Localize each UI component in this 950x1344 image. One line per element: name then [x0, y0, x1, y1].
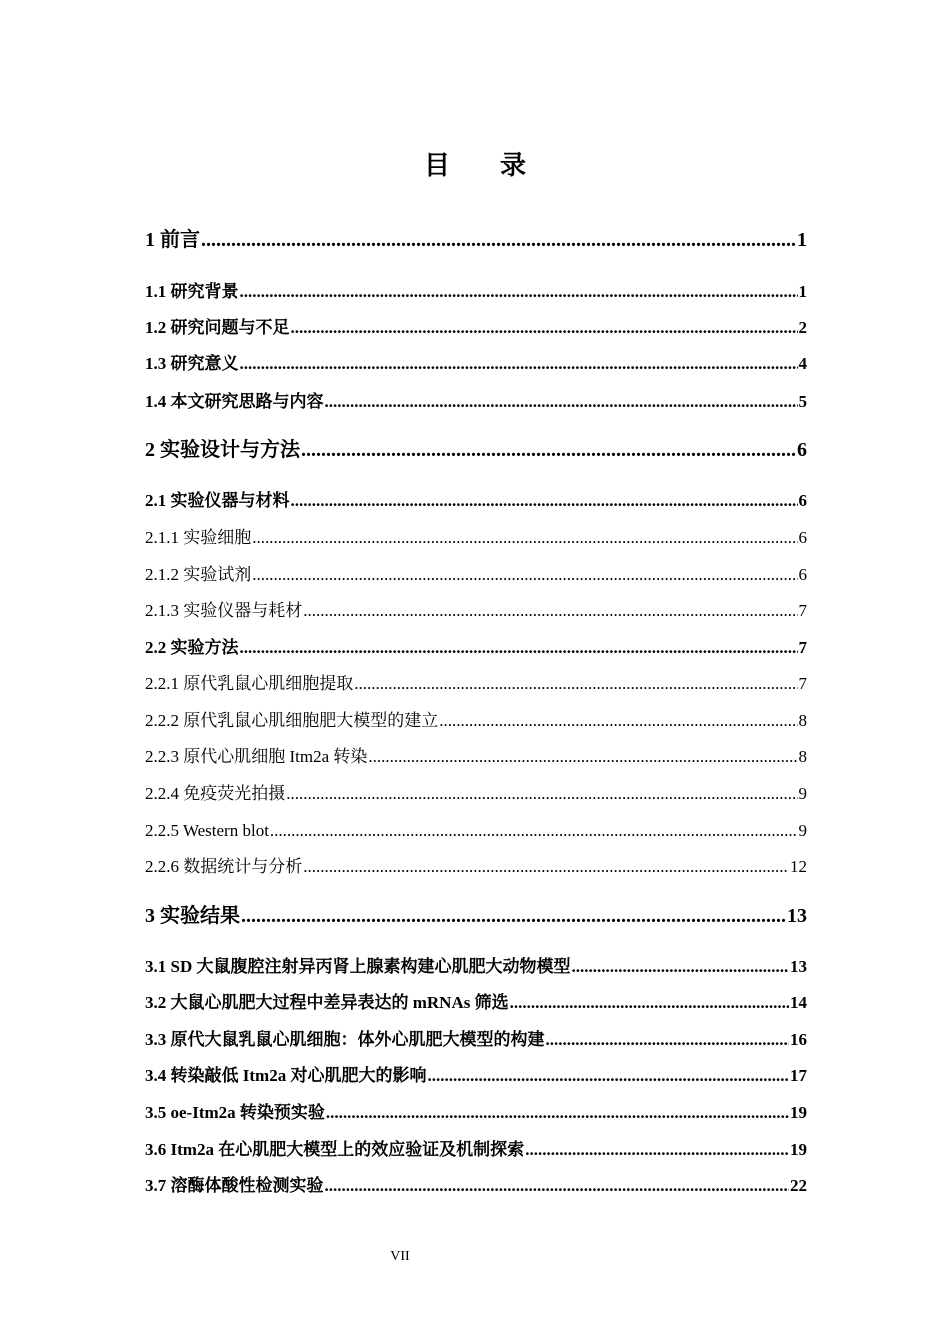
toc-entry-label: 2.2 实验方法: [145, 638, 239, 657]
toc-entry-label: 3.7 溶酶体酸性检测实验: [145, 1176, 324, 1195]
toc-dot-leader: [326, 1101, 789, 1125]
toc-entry-label: 3.2 大鼠心肌肥大过程中差异表达的 mRNAs 筛选: [145, 993, 509, 1012]
toc-dot-leader: [291, 316, 798, 340]
page-number: VII: [390, 1249, 410, 1264]
toc-entry-page: 19: [790, 1103, 807, 1122]
toc-entry-page: 14: [790, 993, 807, 1012]
toc-entry-label: 2.2.1 原代乳鼠心肌细胞提取: [145, 674, 354, 693]
toc-entry-page: 7: [798, 601, 807, 620]
toc-entry[interactable]: [145, 436, 807, 464]
toc-entry[interactable]: [145, 352, 807, 376]
toc-entry-label: 3.4 转染敲低 Itm2a 对心肌肥大的影响: [145, 1066, 427, 1085]
toc-entry-page: 16: [790, 1030, 807, 1049]
toc-dot-leader: [325, 390, 798, 414]
toc-dot-leader: [241, 902, 786, 930]
toc-entry[interactable]: [145, 636, 807, 660]
toc-dot-leader: [291, 489, 798, 513]
toc-entry[interactable]: [145, 1101, 807, 1125]
toc-entry-label: 1.1 研究背景: [145, 282, 239, 301]
toc-entry[interactable]: [145, 709, 807, 733]
toc-entry[interactable]: [145, 316, 807, 340]
toc-entry-page: 19: [790, 1140, 807, 1159]
toc-entry[interactable]: [145, 1064, 807, 1088]
toc-entry[interactable]: [145, 991, 807, 1015]
toc-entry-page: 12: [790, 857, 807, 876]
toc-entry[interactable]: [145, 1174, 807, 1198]
toc-entry[interactable]: [145, 390, 807, 414]
toc-dot-leader: [439, 709, 797, 733]
toc-entry[interactable]: [145, 1028, 807, 1052]
toc-entry-label: 3.5 oe-Itm2a 转染预实验: [145, 1103, 325, 1122]
toc-entry-page: 6: [798, 528, 807, 547]
toc-dot-leader: [240, 352, 798, 376]
toc-dot-leader: [303, 599, 797, 623]
toc-entry-label: 3.3 原代大鼠乳鼠心肌细胞：体外心肌肥大模型的构建: [145, 1030, 545, 1049]
toc-entry-label: 2.1 实验仪器与材料: [145, 491, 290, 510]
toc-dot-leader: [354, 672, 797, 696]
toc-entry-label: 1 前言: [145, 229, 200, 251]
toc-entry-page: 6: [798, 491, 807, 510]
toc-dot-leader: [240, 280, 798, 304]
toc-entry-page: 17: [790, 1066, 807, 1085]
toc-dot-leader: [240, 636, 798, 660]
toc-entry-page: 7: [798, 674, 807, 693]
toc-entry-page: 1: [798, 282, 807, 301]
toc-entry[interactable]: [145, 955, 807, 979]
toc-entry-label: 2.2.6 数据统计与分析: [145, 857, 303, 876]
toc-dot-leader: [303, 855, 789, 879]
toc-dot-leader: [201, 226, 796, 254]
toc-entry-page: 7: [798, 638, 807, 657]
toc-entry[interactable]: [145, 563, 807, 587]
toc-entry-label: 2.1.1 实验细胞: [145, 528, 252, 547]
toc-entry-page: 9: [798, 784, 807, 803]
toc-entry-page: 6: [798, 565, 807, 584]
toc-entry[interactable]: [145, 1138, 807, 1162]
toc-entry-page: 4: [798, 354, 807, 373]
toc-entry[interactable]: [145, 819, 807, 843]
toc-entry-page: 5: [798, 392, 807, 411]
toc-entry[interactable]: [145, 280, 807, 304]
toc-entry-page: 6: [797, 439, 807, 461]
toc-entry-page: 1: [797, 229, 807, 251]
toc-entry-label: 2.2.2 原代乳鼠心肌细胞肥大模型的建立: [145, 711, 439, 730]
toc-dot-leader: [368, 745, 797, 769]
toc-entry-label: 1.3 研究意义: [145, 354, 239, 373]
toc-dot-leader: [286, 782, 797, 806]
toc-dot-leader: [325, 1174, 790, 1198]
toc-dot-leader: [571, 955, 789, 979]
toc-entry-label: 2.1.3 实验仪器与耗材: [145, 601, 303, 620]
toc-entry[interactable]: [145, 489, 807, 513]
toc-entry-label: 1.2 研究问题与不足: [145, 318, 290, 337]
page-title: 目录: [423, 151, 576, 180]
toc-entry-page: 8: [798, 747, 807, 766]
toc-entry[interactable]: [145, 526, 807, 550]
toc-entry[interactable]: [145, 902, 807, 930]
toc-dot-leader: [252, 563, 797, 587]
toc-entry-label: 3.6 Itm2a 在心肌肥大模型上的效应验证及机制探索: [145, 1140, 525, 1159]
toc-dot-leader: [510, 991, 789, 1015]
toc-entry-page: 8: [798, 711, 807, 730]
toc-entry[interactable]: [145, 599, 807, 623]
toc-dot-leader: [301, 436, 796, 464]
toc-entry-label: 2.2.5 Western blot: [145, 821, 269, 840]
toc-entry-label: 3.1 SD 大鼠腹腔注射异丙肾上腺素构建心肌肥大动物模型: [145, 957, 571, 976]
toc-dot-leader: [427, 1064, 789, 1088]
toc-entry-page: 2: [798, 318, 807, 337]
toc-entry-label: 2 实验设计与方法: [145, 439, 300, 461]
toc-entry-page: 9: [798, 821, 807, 840]
toc-entry-label: 2.1.2 实验试剂: [145, 565, 252, 584]
toc-entry-label: 1.4 本文研究思路与内容: [145, 392, 324, 411]
toc-dot-leader: [546, 1028, 790, 1052]
toc-entry[interactable]: [145, 745, 807, 769]
toc-entry-page: 13: [787, 905, 807, 927]
toc-entry-label: 3 实验结果: [145, 905, 240, 927]
toc-dot-leader: [525, 1138, 789, 1162]
toc-entry-label: 2.2.3 原代心肌细胞 Itm2a 转染: [145, 747, 368, 766]
toc-entry-page: 13: [790, 957, 807, 976]
toc-entry[interactable]: [145, 226, 807, 254]
toc-entry[interactable]: [145, 672, 807, 696]
toc-dot-leader: [270, 819, 798, 843]
toc-dot-leader: [252, 526, 797, 550]
toc-entry[interactable]: [145, 855, 807, 879]
toc-entry-page: 22: [790, 1176, 807, 1195]
toc-entry-label: 2.2.4 免疫荧光拍摄: [145, 784, 286, 803]
toc-entry[interactable]: [145, 782, 807, 806]
